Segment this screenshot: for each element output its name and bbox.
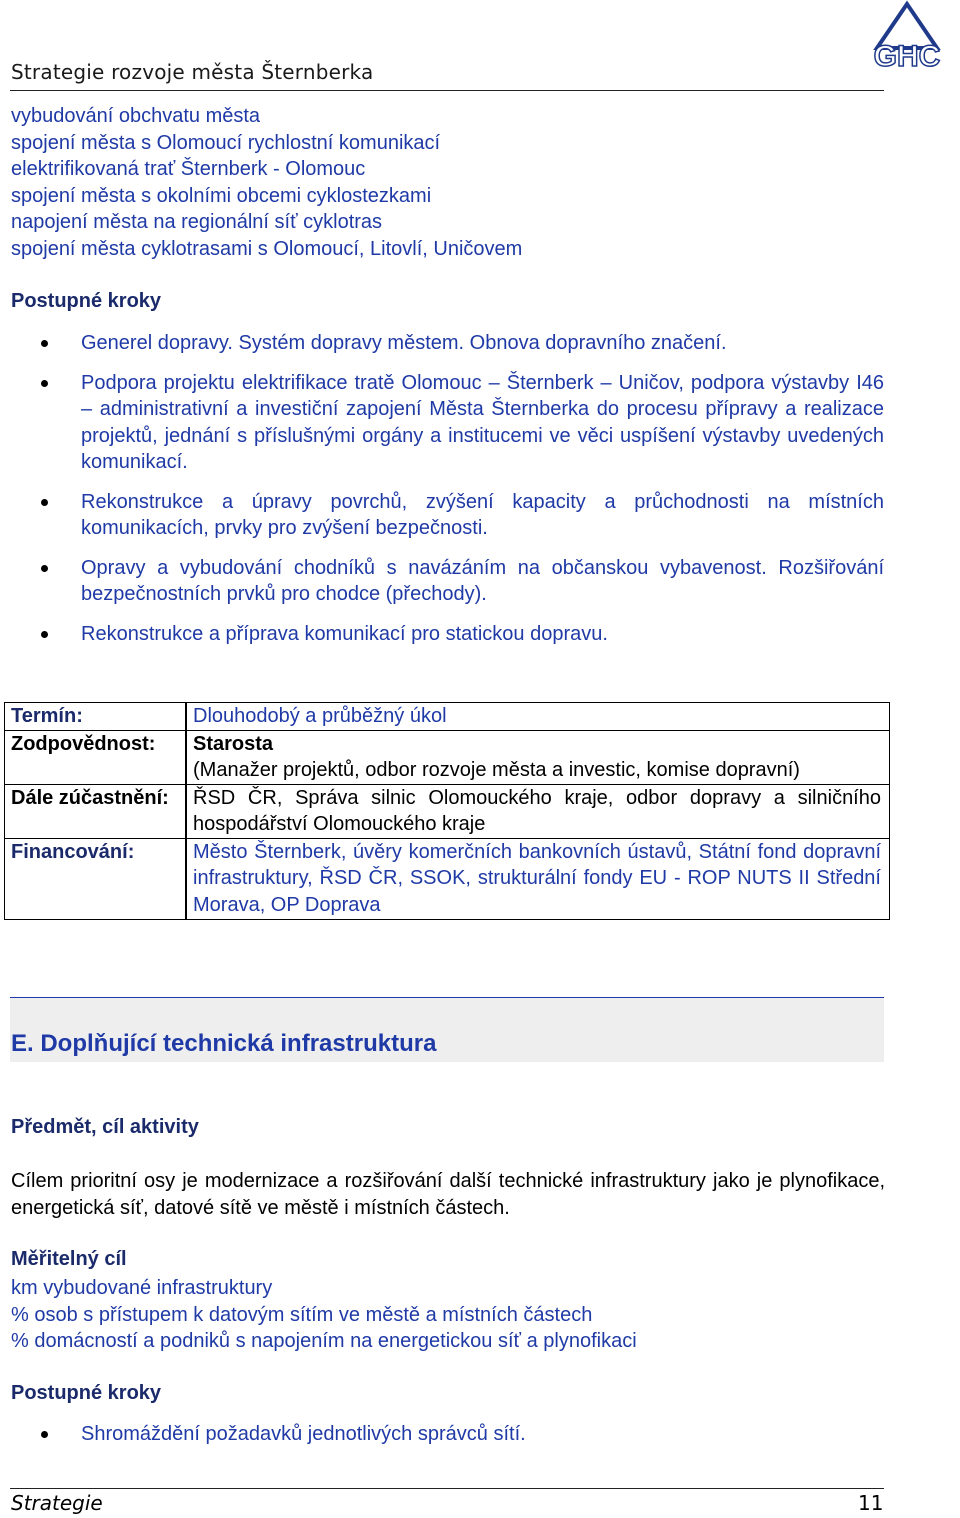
bullet-icon (41, 1431, 48, 1438)
bullet-icon (41, 631, 48, 638)
goal-item: vybudování obchvatu města (11, 105, 261, 127)
steps-heading-e: Postupné kroky (11, 1382, 162, 1404)
measure-item: % domácností a podniků s napojením na energetickou síť a plynofikaci (11, 1330, 637, 1352)
goal-item: spojení města s Olomoucí rychlostní komunikací (11, 131, 441, 154)
participants-label: Dále zúčastnění: (5, 784, 187, 838)
measure-item: % osob s přístupem k datovým sítím ve městě a místních částech (11, 1303, 593, 1326)
goal-item: spojení města cyklotrasami s Olomoucí, Litovlí, Uničovem (11, 237, 523, 260)
responsibility-table (4, 702, 890, 920)
goal-item: elektrifikovaná trať Šternberk - Olomouc (11, 158, 366, 180)
bullet-icon (41, 380, 48, 387)
step-item: Generel dopravy. Systém dopravy městem. Obnova dopravního značení. (11, 330, 884, 357)
table-row (5, 784, 890, 838)
participants-value: ŘSD ČR, Správa silnic Olomouckého kraje, odbor dopravy a silničního hospodářství Olomouckého kraje (186, 784, 890, 838)
term-value: Dlouhodobý a průběžný úkol (186, 703, 890, 731)
term-label: Termín: (5, 703, 187, 731)
logo-text: GHC (873, 40, 941, 73)
subject-heading: Předmět, cíl aktivity (11, 1116, 199, 1138)
table-row (5, 703, 890, 731)
responsibility-extra: (Manažer projektů, odbor rozvoje města a investic, komise dopravní) (193, 759, 800, 781)
goals-list (11, 103, 522, 262)
measure-item: km vybudované infrastruktury (11, 1277, 273, 1299)
subject-text: Cílem prioritní osy je modernizace a rozšiřování další technické infrastruktury jako je plynofikace, energetická síť, datové sítě ve městě i místních částech. (11, 1170, 885, 1219)
goal-item: spojení města s okolními obcemi cyklostezkami (11, 184, 432, 207)
section-title: E. Doplňující technická infrastruktura (11, 1030, 437, 1057)
financing-value: Město Šternberk, úvěry komerčních bankovních ústavů, Státní fond dopravní infrastruktury, ŘSD ČR, SSOK, strukturální fondy EU - ROP NUTS II Střední Morava, OP Doprava (186, 838, 890, 919)
responsibility-value (186, 730, 890, 784)
step-item: Shromáždění požadavků jednotlivých správců sítí. (11, 1421, 884, 1448)
table-row (5, 838, 890, 919)
step-item: Rekonstrukce a úpravy povrchů, zvýšení kapacity a průchodnosti na místních komunikacích, prvky pro zvýšení bezpečnosti. (11, 489, 884, 542)
measure-heading: Měřitelný cíl (11, 1248, 127, 1270)
goal-item: napojení města na regionální síť cyklotras (11, 211, 383, 233)
footer-rule (10, 1488, 884, 1489)
document-header-title: Strategie rozvoje města Šternberka (11, 60, 374, 84)
page-number: 11 (858, 1491, 884, 1515)
financing-label: Financování: (5, 838, 187, 919)
measures-list (11, 1275, 637, 1355)
header-rule (10, 90, 884, 91)
bullet-icon (41, 499, 48, 506)
responsibility-main: Starosta (193, 732, 274, 755)
bullet-icon (41, 565, 48, 572)
steps-list (11, 330, 884, 660)
table-row (5, 730, 890, 784)
responsibility-label: Zodpovědnost: (5, 730, 187, 784)
steps-list-e (11, 1421, 884, 1461)
bullet-icon (41, 340, 48, 347)
step-item: Rekonstrukce a příprava komunikací pro statickou dopravu. (11, 621, 884, 648)
steps-heading: Postupné kroky (11, 290, 162, 312)
ghc-logo (855, 0, 959, 80)
step-item: Opravy a vybudování chodníků s navázáním na občanskou vybavenost. Rozšiřování bezpečnostních prvků pro chodce (přechody). (11, 555, 884, 608)
footer-label: Strategie (11, 1491, 103, 1515)
step-item: Podpora projektu elektrifikace tratě Olomouc – Šternberk – Uničov, podpora výstavby I46 – administrativní a investiční zapojení Města Šternberka do procesu přípravy a realizace projektů, jednání s příslušnými orgány a institucemi ve věci uspíšení výstavby uvedených komunikací. (11, 370, 884, 476)
